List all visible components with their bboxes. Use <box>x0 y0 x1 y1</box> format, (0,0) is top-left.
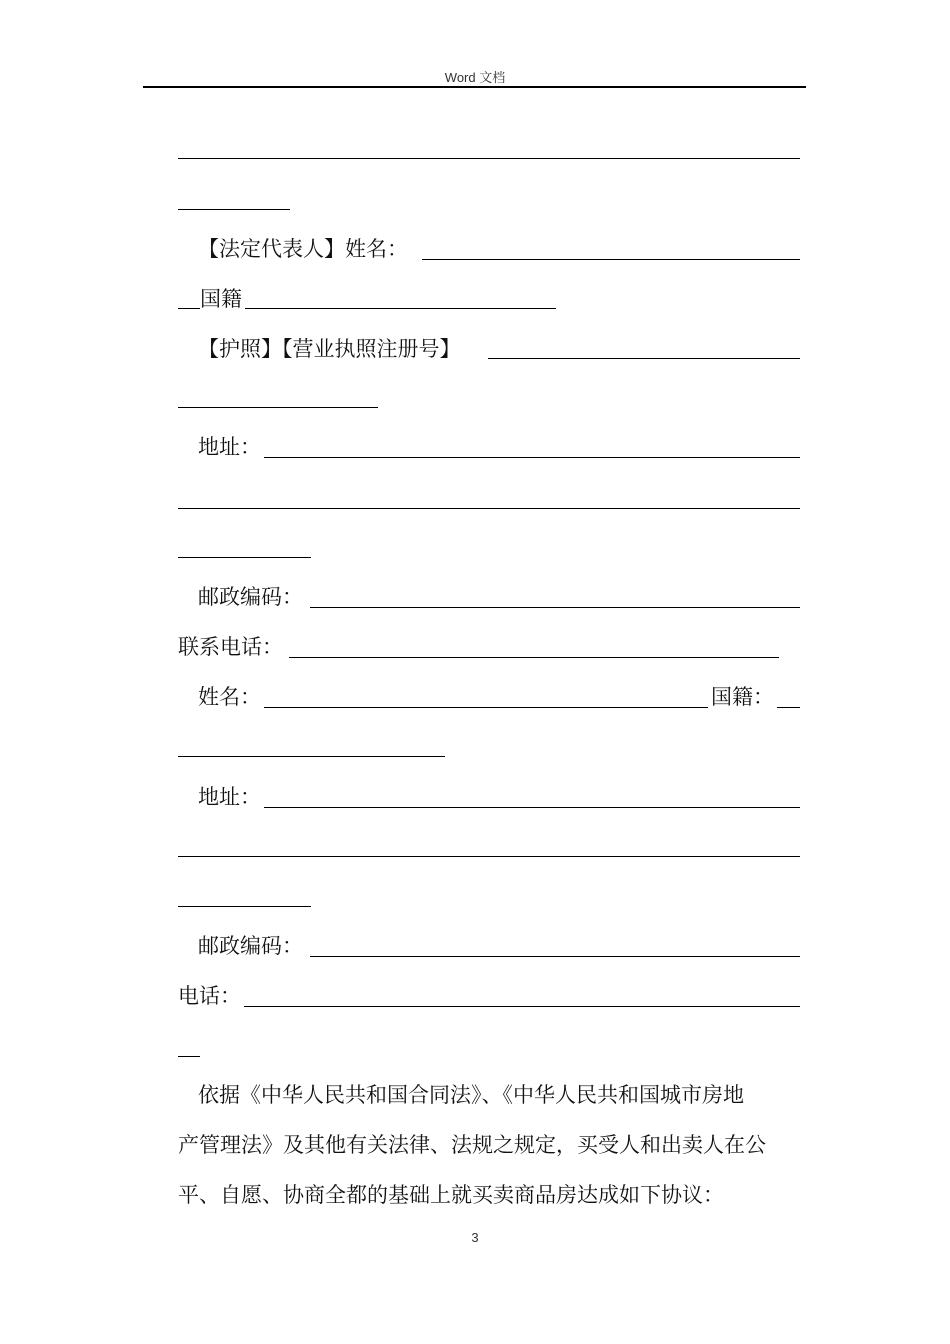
blank-line <box>178 308 200 309</box>
rep-nationality-label: 国籍 <box>200 287 242 311</box>
blank-line <box>178 209 290 210</box>
blank-line <box>178 557 311 558</box>
buyer-postcode-label: 邮政编码： <box>198 934 303 958</box>
buyer-address-field[interactable] <box>264 807 800 808</box>
seller-phone-label: 联系电话： <box>178 635 283 659</box>
buyer-address-label: 地址： <box>198 785 261 809</box>
buyer-phone-label: 电话： <box>178 984 241 1008</box>
rep-nationality-field[interactable] <box>245 308 556 309</box>
body-line-2: 产管理法》及其他有关法律、法规之规定，买受人和出卖人在公 <box>178 1133 766 1157</box>
blank-line <box>178 756 445 757</box>
license-field[interactable] <box>488 358 800 359</box>
seller-postcode-label: 邮政编码： <box>198 585 303 609</box>
body-line-1: 依据《中华人民共和国合同法》、《中华人民共和国城市房地 <box>198 1083 744 1107</box>
blank-line <box>178 407 378 408</box>
seller-phone-field[interactable] <box>289 657 779 658</box>
blank-line <box>178 508 800 509</box>
document-header: Word 文档 <box>444 70 506 85</box>
seller-postcode-field[interactable] <box>310 607 800 608</box>
blank-line <box>178 856 800 857</box>
blank-line <box>178 158 800 159</box>
buyer-phone-field[interactable] <box>244 1006 800 1007</box>
license-label: 【护照】【营业执照注册号】 <box>198 337 461 361</box>
buyer-name-field[interactable] <box>264 707 708 708</box>
buyer-nationality-label: 国籍： <box>711 685 774 709</box>
buyer-nationality-field[interactable] <box>777 707 800 708</box>
blank-line <box>178 906 311 907</box>
page-number: 3 <box>471 1230 479 1245</box>
seller-address-label: 地址： <box>198 435 261 459</box>
rep-name-label: 【法定代表人】姓名： <box>198 237 408 261</box>
body-line-3: 平、自愿、协商全都的基础上就买卖商品房达成如下协议： <box>178 1183 724 1207</box>
rep-name-field[interactable] <box>422 259 800 260</box>
seller-address-field[interactable] <box>264 457 800 458</box>
buyer-name-label: 姓名： <box>198 685 261 709</box>
header-rule <box>143 86 806 88</box>
blank-line <box>178 1056 200 1057</box>
buyer-postcode-field[interactable] <box>310 956 800 957</box>
